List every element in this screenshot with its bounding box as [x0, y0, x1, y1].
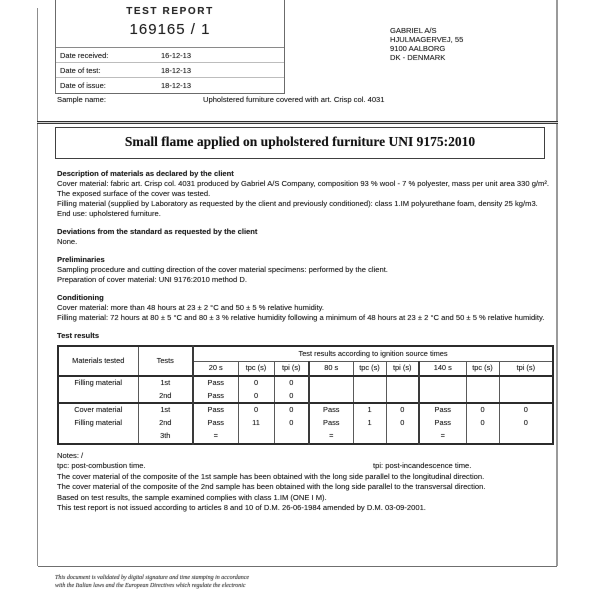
note-longitudinal: The cover material of the composite of the 1st sample has been obtained with the long side parallel to the longitudinal direction.	[57, 471, 485, 481]
table-row	[58, 430, 553, 444]
header-divider-line	[37, 121, 558, 124]
col-header-tests: Tests	[138, 346, 193, 376]
description-paragraph: End use: upholstered furniture.	[57, 209, 161, 218]
result-cell	[386, 390, 419, 404]
result-cell: 0	[274, 403, 309, 417]
date-received-value: 16-12-13	[161, 51, 192, 60]
col-header-tpc: tpc (s)	[353, 361, 386, 376]
recipient-address	[390, 26, 463, 62]
result-cell: Pass	[309, 417, 353, 431]
preliminaries-paragraph: Sampling procedure and cutting direction of the cover material specimens: performed by the client.	[57, 265, 388, 274]
sample-name-row	[57, 95, 554, 107]
section-heading-description: Description of materials as declared by the client	[57, 169, 234, 178]
report-number: 169165 / 1	[129, 21, 211, 38]
conditioning-paragraph: Cover material: more than 48 hours at 23 ± 2 °C and 50 ± 5 % relative humidity.	[57, 303, 325, 312]
report-body	[57, 169, 554, 514]
col-header-80s: 80 s	[309, 361, 353, 376]
result-cell	[466, 376, 499, 390]
test-cell: 3th	[138, 430, 193, 444]
result-cell: 1	[353, 403, 386, 417]
date-of-test-value: 18-12-13	[161, 66, 192, 75]
result-cell: =	[193, 430, 238, 444]
footer-line: This document is validated by digital signature and time stamping in accordance	[55, 575, 250, 581]
section-heading-preliminaries: Preliminaries	[57, 255, 105, 264]
result-cell	[499, 376, 553, 390]
result-cell: Pass	[193, 376, 238, 390]
result-cell: 0	[238, 403, 274, 417]
result-cell: 0	[499, 403, 553, 417]
result-cell: Pass	[193, 390, 238, 404]
test-cell: 2nd	[138, 417, 193, 431]
result-cell: 0	[238, 376, 274, 390]
sample-name-value: Upholstered furniture covered with art. Crisp col. 4031	[203, 95, 385, 104]
result-cell	[419, 376, 466, 390]
col-header-materials: Materials tested	[58, 346, 138, 376]
page-right-border	[556, 0, 558, 566]
report-label: TEST REPORT	[126, 6, 214, 17]
tpc-definition: tpc: post-combustion time.	[57, 461, 146, 470]
result-cell: =	[419, 430, 466, 444]
result-cell: Pass	[309, 403, 353, 417]
preliminaries-paragraph: Preparation of cover material: UNI 9176:2010 method D.	[57, 275, 247, 284]
footer-line: with the Italian laws and the European Directives which regulate the electronic	[55, 582, 246, 589]
result-cell: 0	[274, 376, 309, 390]
description-paragraph: Cover material: fabric art. Crisp col. 4031 produced by Gabriel A/S Company, composition 93 % wool - 7 % polyester, mass per unit area 330 g/m². The exposed surface of the cover was tested.	[57, 179, 549, 198]
date-received-label: Date received:	[60, 51, 109, 60]
col-header-140s: 140 s	[419, 361, 466, 376]
col-header-group: Test results according to ignition source times	[193, 346, 553, 361]
result-cell	[309, 390, 353, 404]
recipient-country: DK - DENMARK	[390, 53, 446, 62]
date-row	[56, 63, 284, 78]
page-left-border	[37, 8, 38, 566]
result-cell: 0	[499, 417, 553, 431]
note-transversal: The cover material of the composite of the 2nd sample has been obtained with the long side parallel to the transversal direction.	[57, 482, 486, 491]
table-row	[58, 417, 553, 431]
material-cell: Filling material	[58, 417, 138, 431]
col-header-tpc: tpc (s)	[466, 361, 499, 376]
dates-table	[56, 47, 284, 93]
date-of-issue-label: Date of issue:	[60, 81, 106, 90]
result-cell	[419, 390, 466, 404]
conditioning-paragraph: Filling material: 72 hours at 80 ± 5 °C and 80 ± 3 % relative humidity following a minimum of 48 hours at 23 ± 2 °C and 50 ± 5 % relative humidity.	[57, 313, 545, 322]
result-cell: 1	[353, 417, 386, 431]
test-cell: 2nd	[138, 390, 193, 404]
abbreviations-line	[57, 461, 554, 472]
notes-block	[57, 451, 554, 514]
col-header-20s: 20 s	[193, 361, 238, 376]
result-cell	[238, 430, 274, 444]
result-cell: 11	[238, 417, 274, 431]
result-cell: 0	[274, 390, 309, 404]
date-of-test-label: Date of test:	[60, 66, 101, 75]
result-cell	[466, 430, 499, 444]
page-bottom-border	[38, 566, 557, 567]
result-cell	[309, 376, 353, 390]
recipient-city: 9100 AALBORG	[390, 44, 446, 53]
section-heading-deviations: Deviations from the standard as requested by the client	[57, 227, 258, 236]
table-row	[58, 376, 553, 390]
report-header-box	[55, 0, 285, 94]
material-cell: Cover material	[58, 403, 138, 417]
result-cell: =	[309, 430, 353, 444]
result-cell: 0	[466, 403, 499, 417]
result-cell	[353, 390, 386, 404]
recipient-name: GABRIEL A/S	[390, 26, 437, 35]
section-heading-conditioning: Conditioning	[57, 293, 104, 302]
result-cell	[386, 376, 419, 390]
col-header-tpi: tpi (s)	[386, 361, 419, 376]
result-cell: Pass	[193, 417, 238, 431]
col-header-tpi: tpi (s)	[274, 361, 309, 376]
table-row	[58, 403, 553, 417]
result-cell	[386, 430, 419, 444]
notes-line: Notes: /	[57, 450, 84, 460]
col-header-tpi: tpi (s)	[499, 361, 553, 376]
date-of-issue-value: 18-12-13	[161, 81, 192, 90]
result-cell	[353, 376, 386, 390]
result-cell: Pass	[419, 417, 466, 431]
result-cell: Pass	[419, 403, 466, 417]
table-row	[58, 390, 553, 404]
result-cell	[274, 430, 309, 444]
section-heading-test-results: Test results	[57, 331, 100, 340]
test-results-table	[57, 345, 554, 445]
result-cell	[499, 390, 553, 404]
conclusion-line: Based on test results, the sample examined complies with class 1.IM (ONE I M).	[57, 492, 327, 502]
digital-signature-footer	[55, 575, 355, 590]
test-cell: 1st	[138, 376, 193, 390]
tpi-definition: tpi: post-incandescence time.	[373, 461, 472, 470]
test-cell: 1st	[138, 403, 193, 417]
result-cell: Pass	[193, 403, 238, 417]
result-cell	[499, 430, 553, 444]
date-row	[56, 78, 284, 93]
result-cell	[353, 430, 386, 444]
description-paragraph: Filling material (supplied by Laboratory as requested by the client and previously conditioned): class 1.IM polyurethane foam, density 25 kg/m3.	[57, 199, 538, 208]
result-cell: 0	[386, 417, 419, 431]
recipient-street: HJULMAGERVEJ, 55	[390, 35, 464, 44]
sample-name-label: Sample name:	[57, 95, 106, 104]
result-cell: 0	[238, 390, 274, 404]
deviations-paragraph: None.	[57, 237, 78, 246]
disclaimer-line: This test report is not issued according to articles 8 and 10 of D.M. 26-06-1984 amended by D.M. 03-09-2001.	[57, 503, 426, 512]
material-cell	[58, 430, 138, 444]
result-cell: 0	[386, 403, 419, 417]
result-cell	[466, 390, 499, 404]
material-cell	[58, 390, 138, 404]
date-row	[56, 48, 284, 63]
page-title: Small flame applied on upholstered furniture UNI 9175:2010	[55, 127, 545, 159]
material-cell: Filling material	[58, 376, 138, 390]
result-cell: 0	[274, 417, 309, 431]
col-header-tpc: tpc (s)	[238, 361, 274, 376]
result-cell: 0	[466, 417, 499, 431]
